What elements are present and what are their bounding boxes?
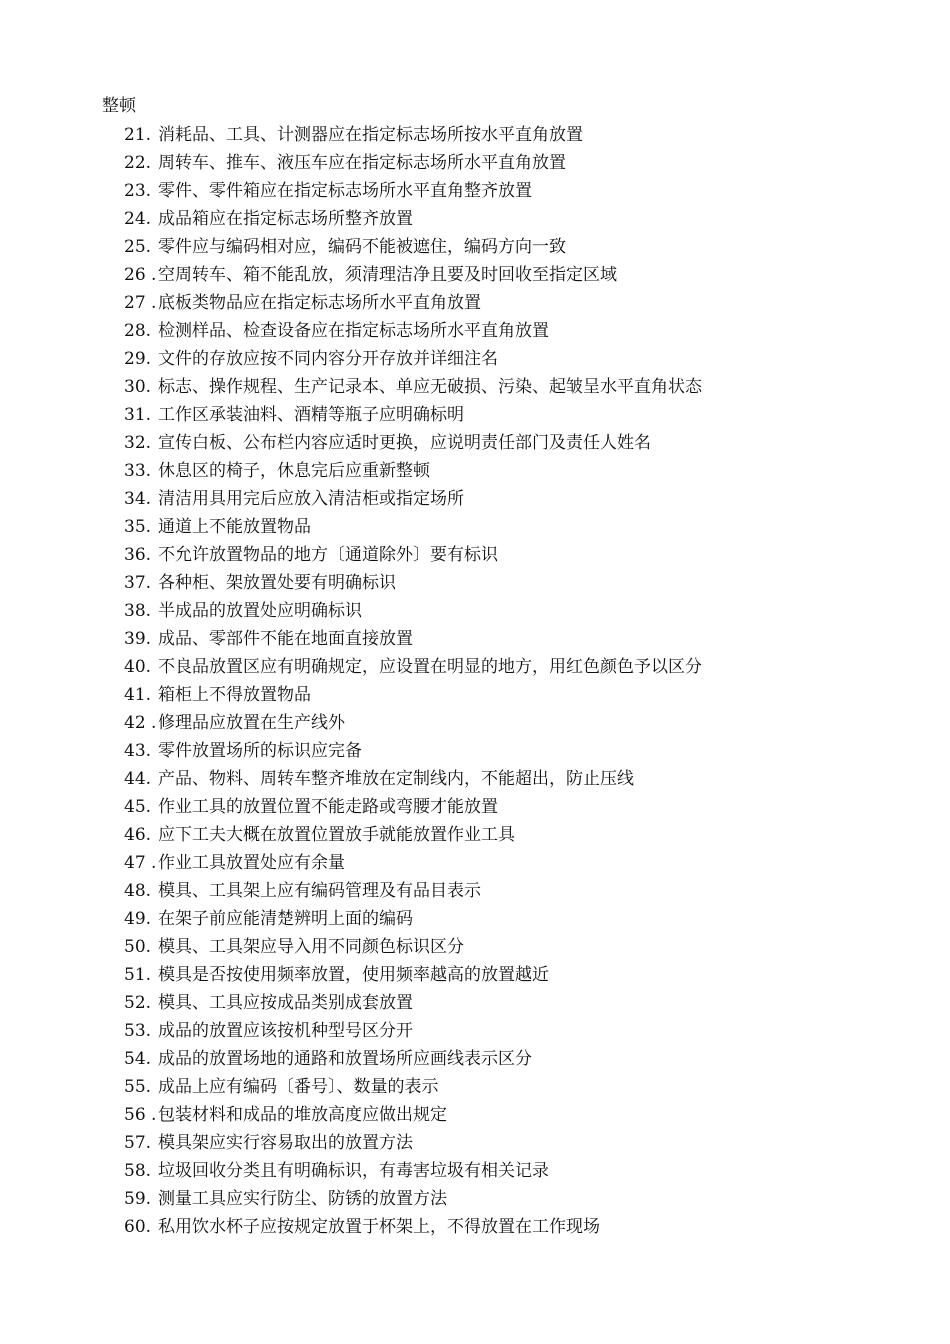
item-number: 30. xyxy=(124,377,152,397)
item-number: 36. xyxy=(124,545,152,565)
list-item xyxy=(124,625,702,653)
item-text: 模具是否按使用频率放置，使用频率越高的放置越近 xyxy=(158,965,549,985)
item-text: 私用饮水杯子应按规定放置于杯架上，不得放置在工作现场 xyxy=(158,1217,600,1237)
list-item xyxy=(124,653,702,681)
item-number: 39. xyxy=(124,629,152,649)
section-heading: 整顿 xyxy=(102,96,136,116)
item-text: 零件、零件箱应在指定标志场所水平直角整齐放置 xyxy=(158,181,532,201)
item-number: 57. xyxy=(124,1133,152,1153)
list-item xyxy=(124,541,702,569)
item-number: 48. xyxy=(124,881,152,901)
list-item xyxy=(124,373,702,401)
list-item xyxy=(124,261,702,289)
item-number: 54. xyxy=(124,1049,152,1069)
item-number: 38. xyxy=(124,601,152,621)
item-text: 空周转车、箱不能乱放，须清理洁净且要及时回收至指定区域 xyxy=(158,265,617,285)
item-number: 55. xyxy=(124,1077,152,1097)
list-item xyxy=(124,1129,702,1157)
list-item xyxy=(124,1045,702,1073)
list-item xyxy=(124,905,702,933)
item-text: 模具架应实行容易取出的放置方法 xyxy=(158,1133,413,1153)
list-item xyxy=(124,1073,702,1101)
item-number: 33. xyxy=(124,461,152,481)
item-text: 不良品放置区应有明确规定，应设置在明显的地方，用红色颜色予以区分 xyxy=(158,657,702,677)
item-number: 43. xyxy=(124,741,152,761)
item-text: 宣传白板、公布栏内容应适时更换，应说明责任部门及责任人姓名 xyxy=(158,433,651,453)
item-text: 零件放置场所的标识应完备 xyxy=(158,741,362,761)
list-item xyxy=(124,1157,702,1185)
item-text: 应下工夫大概在放置位置放手就能放置作业工具 xyxy=(158,825,515,845)
item-number: 35. xyxy=(124,517,152,537)
list-item xyxy=(124,121,702,149)
item-text: 作业工具放置处应有余量 xyxy=(158,853,345,873)
item-text: 不允许放置物品的地方〔通道除外〕要有标识 xyxy=(158,545,498,565)
item-text: 成品、零部件不能在地面直接放置 xyxy=(158,629,413,649)
list-item xyxy=(124,317,702,345)
item-number: 34. xyxy=(124,489,152,509)
item-text: 测量工具应实行防尘、防锈的放置方法 xyxy=(158,1189,447,1209)
item-text: 检测样品、检查设备应在指定标志场所水平直角放置 xyxy=(158,321,549,341)
item-text: 消耗品、工具、计测器应在指定标志场所按水平直角放置 xyxy=(158,125,583,145)
item-number: 24. xyxy=(124,209,152,229)
item-number: 27 . xyxy=(124,293,157,313)
list-item xyxy=(124,205,702,233)
item-number: 25. xyxy=(124,237,152,257)
item-number: 46. xyxy=(124,825,152,845)
list-item xyxy=(124,989,702,1017)
item-text: 标志、操作规程、生产记录本、单应无破损、污染、起皱呈水平直角状态 xyxy=(158,377,702,397)
item-text: 清洁用具用完后应放入清洁柜或指定场所 xyxy=(158,489,464,509)
item-text: 底板类物品应在指定标志场所水平直角放置 xyxy=(158,293,481,313)
item-number: 22. xyxy=(124,153,152,173)
list-item xyxy=(124,737,702,765)
list-item xyxy=(124,821,702,849)
item-number: 45. xyxy=(124,797,152,817)
item-text: 成品上应有编码〔番号〕、数量的表示 xyxy=(158,1077,439,1097)
item-number: 29. xyxy=(124,349,152,369)
item-text: 周转车、推车、液压车应在指定标志场所水平直角放置 xyxy=(158,153,566,173)
item-text: 箱柜上不得放置物品 xyxy=(158,685,311,705)
item-number: 47 . xyxy=(124,853,157,873)
item-text: 成品箱应在指定标志场所整齐放置 xyxy=(158,209,413,229)
item-number: 42 . xyxy=(124,713,157,733)
list-item xyxy=(124,765,702,793)
item-number: 58. xyxy=(124,1161,152,1181)
list-item xyxy=(124,961,702,989)
item-number: 53. xyxy=(124,1021,152,1041)
list-item xyxy=(124,849,702,877)
item-text: 模具、工具架应导入用不同颜色标识区分 xyxy=(158,937,464,957)
item-number: 37. xyxy=(124,573,152,593)
item-number: 44. xyxy=(124,769,152,789)
list-item xyxy=(124,1101,702,1129)
item-number: 41. xyxy=(124,685,152,705)
list-item xyxy=(124,681,702,709)
item-number: 49. xyxy=(124,909,152,929)
item-text: 产品、物料、周转车整齐堆放在定制线内，不能超出，防止压线 xyxy=(158,769,634,789)
item-text: 各种柜、架放置处要有明确标识 xyxy=(158,573,396,593)
item-number: 60. xyxy=(124,1217,152,1237)
item-number: 28. xyxy=(124,321,152,341)
item-number: 56 . xyxy=(124,1105,157,1125)
item-number: 31. xyxy=(124,405,152,425)
list-item xyxy=(124,1185,702,1213)
list-item xyxy=(124,149,702,177)
item-number: 32. xyxy=(124,433,152,453)
item-text: 修理品应放置在生产线外 xyxy=(158,713,345,733)
list-item xyxy=(124,709,702,737)
item-text: 成品的放置场地的通路和放置场所应画线表示区分 xyxy=(158,1049,532,1069)
item-text: 文件的存放应按不同内容分开存放并详细注名 xyxy=(158,349,498,369)
list-item xyxy=(124,401,702,429)
item-text: 通道上不能放置物品 xyxy=(158,517,311,537)
list-item xyxy=(124,933,702,961)
item-text: 作业工具的放置位置不能走路或弯腰才能放置 xyxy=(158,797,498,817)
item-text: 工作区承装油料、酒精等瓶子应明确标明 xyxy=(158,405,464,425)
list-item xyxy=(124,569,702,597)
rules-list xyxy=(124,121,702,1241)
item-text: 零件应与编码相对应，编码不能被遮住，编码方向一致 xyxy=(158,237,566,257)
item-text: 模具、工具架上应有编码管理及有品目表示 xyxy=(158,881,481,901)
item-text: 包装材料和成品的堆放高度应做出规定 xyxy=(158,1105,447,1125)
item-number: 26 . xyxy=(124,265,157,285)
item-text: 模具、工具应按成品类别成套放置 xyxy=(158,993,413,1013)
list-item xyxy=(124,289,702,317)
list-item xyxy=(124,457,702,485)
list-item xyxy=(124,485,702,513)
list-item xyxy=(124,345,702,373)
list-item xyxy=(124,1017,702,1045)
list-item xyxy=(124,177,702,205)
item-number: 21. xyxy=(124,125,152,145)
item-text: 休息区的椅子，休息完后应重新整顿 xyxy=(158,461,430,481)
item-text: 成品的放置应该按机种型号区分开 xyxy=(158,1021,413,1041)
item-number: 40. xyxy=(124,657,152,677)
list-item xyxy=(124,429,702,457)
list-item xyxy=(124,233,702,261)
list-item xyxy=(124,513,702,541)
item-number: 51. xyxy=(124,965,152,985)
item-number: 23. xyxy=(124,181,152,201)
list-item xyxy=(124,877,702,905)
item-text: 半成品的放置处应明确标识 xyxy=(158,601,362,621)
item-number: 59. xyxy=(124,1189,152,1209)
item-text: 垃圾回收分类且有明确标识，有毒害垃圾有相关记录 xyxy=(158,1161,549,1181)
list-item xyxy=(124,793,702,821)
list-item xyxy=(124,597,702,625)
item-number: 52. xyxy=(124,993,152,1013)
list-item xyxy=(124,1213,702,1241)
item-number: 50. xyxy=(124,937,152,957)
item-text: 在架子前应能清楚辨明上面的编码 xyxy=(158,909,413,929)
